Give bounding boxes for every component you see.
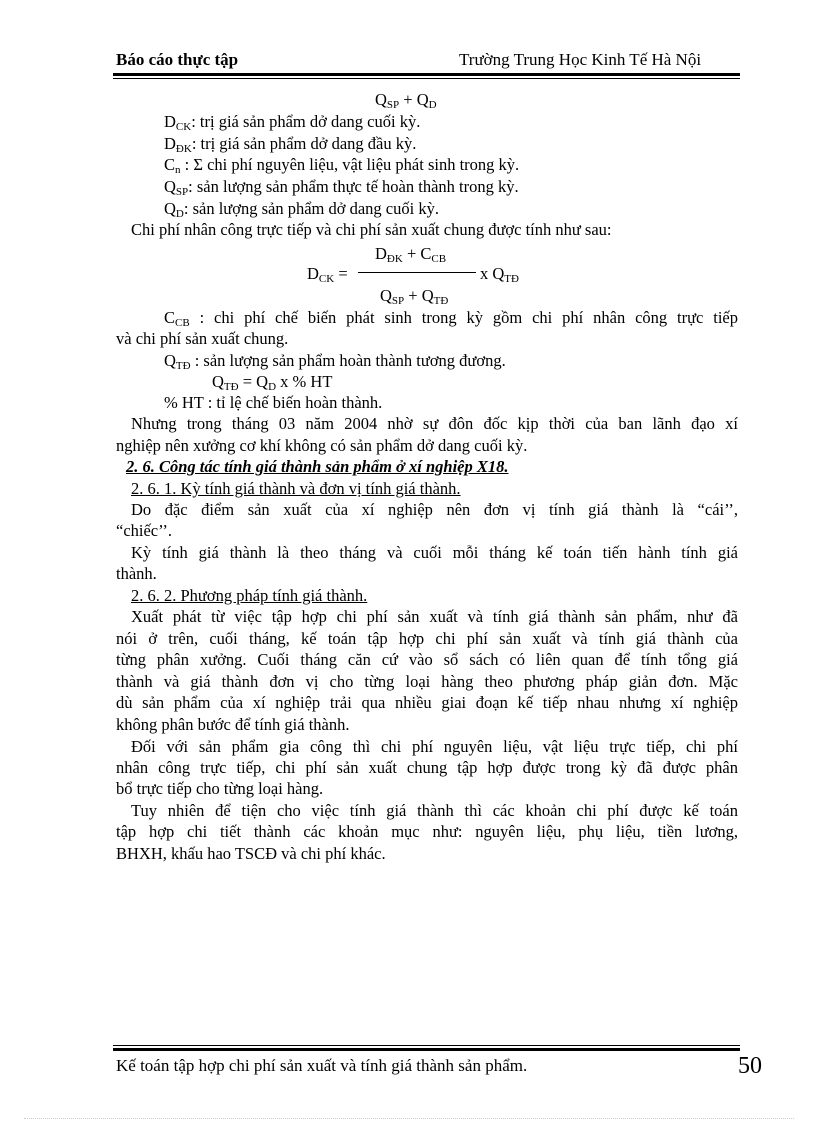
paragraph-line: Kỳ tính giá thành là theo tháng và cuối mỗi tháng kế toán tiến hành tính giá bbox=[131, 543, 738, 562]
paragraph-line: Do đặc điểm sản xuất của xí nghiệp nên đơn vị tính giá thành là “cái’’, bbox=[131, 500, 738, 519]
formula1-denominator: $Q_{SP} + Q_D$ bbox=[375, 90, 437, 111]
definition-qtd: $Q_{TĐ}$ : sản lượng sản phẩm hoàn thành tương đương. bbox=[164, 351, 506, 372]
header-rule-thin bbox=[113, 78, 740, 79]
definition-dck: $D_{CK}$: trị giá sản phẩm dở dang cuối kỳ. bbox=[164, 112, 421, 133]
definition-qsp: $Q_{SP}$: sản lượng sản phẩm thực tế hoàn thành trong kỳ. bbox=[164, 177, 519, 198]
paragraph-line: Tuy nhiên để tiện cho việc tính giá thành thì các khoản chi phí được kế toán bbox=[131, 801, 738, 820]
paragraph-line: bổ trực tiếp cho từng loại hàng. bbox=[116, 779, 324, 798]
page-bottom-edge bbox=[24, 1118, 794, 1119]
formula2-numerator: $D_{ĐK} + C_{CB}$ bbox=[375, 244, 447, 265]
paragraph-line: từng phân xưởng. Cuối tháng căn cứ vào sổ sách có liên quan để tính tổng giá bbox=[116, 650, 738, 669]
paragraph-line: tập hợp chi tiết thành các khoản mục như: nguyên liệu, phụ liệu, tiền lương, bbox=[116, 822, 738, 841]
paragraph-line: Đối với sản phẩm gia công thì chi phí nguyên liệu, vật liệu trực tiếp, chi phí bbox=[131, 737, 738, 756]
paragraph-line: Xuất phát từ việc tập hợp chi phí sản xuất và tính giá thành sản phẩm, như đã bbox=[131, 607, 738, 626]
formula2-lhs: $D_{CK}$ = bbox=[307, 264, 348, 285]
definition-ht: % HT : tỉ lệ chế biến hoàn thành. bbox=[164, 393, 383, 412]
paragraph-line: nghiệp nên xưởng cơ khí không có sản phẩm dở dang cuối kỳ. bbox=[116, 436, 528, 455]
subsection-heading-2-6-2: 2. 6. 2. Phương pháp tính giá thành. bbox=[131, 586, 368, 605]
definition-ddk: $D_{ĐK}$: trị giá sản phẩm dở dang đầu kỳ. bbox=[164, 134, 417, 155]
footer-chapter-title: Kế toán tập hợp chi phí sản xuất và tính giá thành sản phẩm. bbox=[116, 1056, 528, 1075]
footer-rule-thin bbox=[113, 1045, 740, 1046]
page-number: 50 bbox=[738, 1053, 762, 1079]
formula3: $Q_{TĐ} = Q_D$ x % HT bbox=[212, 372, 333, 393]
definition-cn: $C_n$ : Σ chi phí nguyên liệu, vật liệu phát sinh trong kỳ. bbox=[164, 155, 520, 176]
paragraph-line: không phân bước để tính giá thành. bbox=[116, 715, 350, 734]
formula2-fraction-bar bbox=[358, 272, 476, 273]
paragraph-line: nhân công trực tiếp, chi phí sản xuất chung tập hợp được trong kỳ đã được phân bbox=[116, 758, 738, 777]
header-report-title: Báo cáo thực tập bbox=[116, 50, 239, 69]
definition-ccb: $C_{CB}$ : chi phí chế biến phát sinh trong kỳ gồm chi phí nhân công trực tiếp bbox=[164, 308, 738, 329]
paragraph-line: Nhưng trong tháng 03 năm 2004 nhờ sự đôn đốc kịp thời của ban lãnh đạo xí bbox=[131, 414, 738, 433]
definition-qd: $Q_D$: sản lượng sản phẩm dở dang cuối kỳ. bbox=[164, 199, 439, 220]
paragraph-line: BHXH, khấu hao TSCĐ và chi phí khác. bbox=[116, 844, 386, 863]
formula2-denominator: $Q_{SP} + Q_{TĐ}$ bbox=[380, 286, 449, 307]
paragraph-line: “chiếc’’. bbox=[116, 521, 173, 540]
formula2-multiplier: x $Q_{TĐ}$ bbox=[480, 264, 519, 285]
subsection-heading-2-6-1: 2. 6. 1. Kỳ tính giá thành và đơn vị tính giá thành. bbox=[131, 479, 461, 498]
header-rule-thick bbox=[113, 73, 740, 76]
paragraph-line: nói ở trên, cuối tháng, kế toán tập hợp chi phí sản xuất và tính giá thành của bbox=[116, 629, 738, 648]
footer-rule-thick bbox=[113, 1048, 740, 1051]
paragraph-line: thành và giá thành đơn vị cho từng loại hàng theo phương pháp giản đơn. Mặc bbox=[116, 672, 738, 691]
header-school-name: Trường Trung Học Kinh Tế Hà Nội bbox=[459, 50, 702, 69]
section-heading-2-6: 2. 6. Công tác tính giá thành sản phẩm ở xí nghiệp X18. bbox=[126, 457, 509, 476]
intro-formula2: Chi phí nhân công trực tiếp và chi phí sản xuất chung được tính như sau: bbox=[131, 220, 612, 239]
paragraph-line: thành. bbox=[116, 564, 157, 583]
paragraph-line: dù sản phẩm của xí nghiệp trải qua nhiều giai đoạn kế tiếp nhau nhưng xí nghiệp bbox=[116, 693, 738, 712]
definition-ccb-cont: và chi phí sản xuất chung. bbox=[116, 329, 289, 348]
